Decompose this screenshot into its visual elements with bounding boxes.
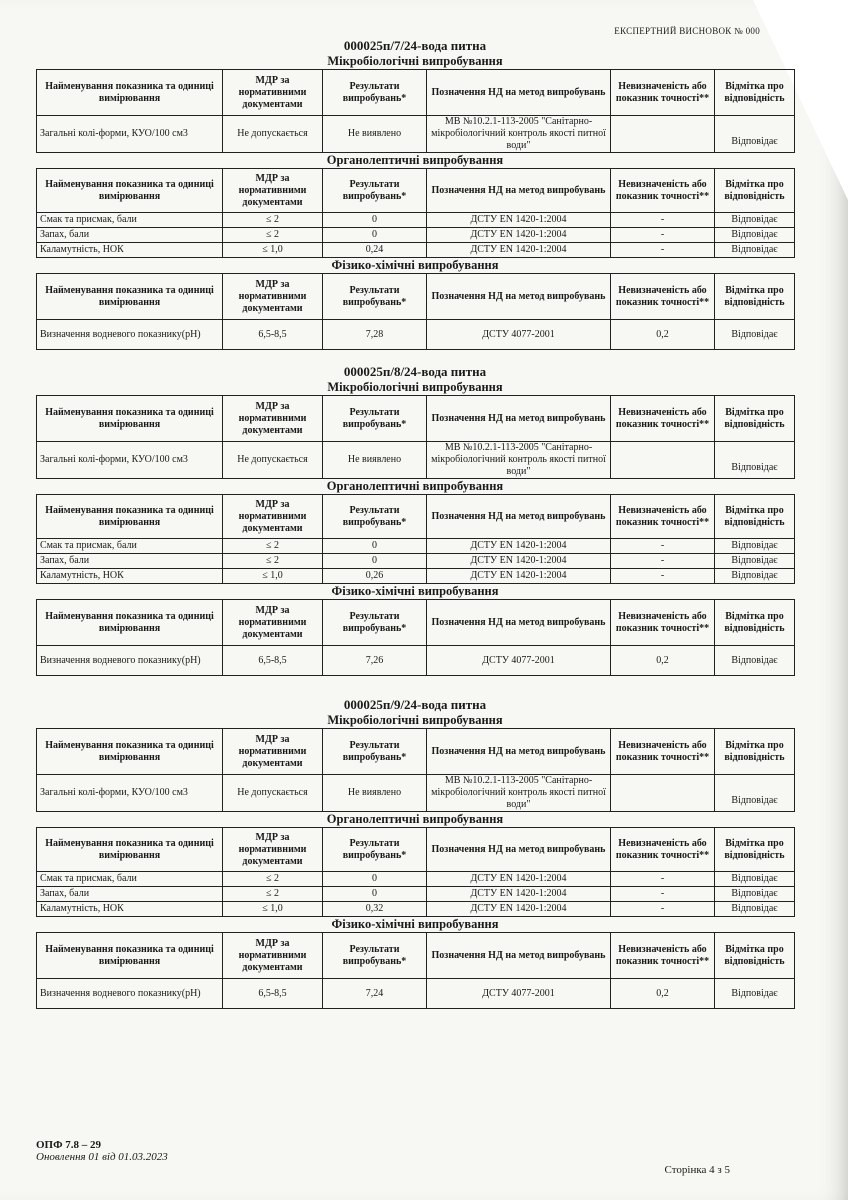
column-header-result: Результати випробувань* xyxy=(323,396,427,442)
cell-uncertainty: - xyxy=(611,872,715,887)
column-header-method: Позначення НД на метод випробувань xyxy=(427,396,611,442)
cell-method: ДСТУ EN 1420-1:2004 xyxy=(427,902,611,917)
cell-name: Визначення водневого показнику(рН) xyxy=(37,646,223,676)
cell-name: Визначення водневого показнику(рН) xyxy=(37,320,223,350)
column-header-conformity: Відмітка про відповідність xyxy=(715,70,795,116)
cell-method: МВ №10.2.1-113-2005 "Санітарно-мікробіологічний контроль якості питної води" xyxy=(427,775,611,812)
cell-conformity: Відповідає xyxy=(715,775,795,812)
cell-uncertainty xyxy=(611,116,715,153)
table-row xyxy=(37,775,795,812)
cell-result: 7,24 xyxy=(323,979,427,1009)
column-header-conformity: Відмітка про відповідність xyxy=(715,828,795,872)
cell-uncertainty: - xyxy=(611,539,715,554)
section-title-organo: Органолептичні випробування xyxy=(326,812,504,826)
cell-uncertainty: - xyxy=(611,554,715,569)
footer-form-info xyxy=(36,1139,168,1163)
column-header-method: Позначення НД на метод випробувань xyxy=(427,600,611,646)
column-header-name: Найменування показника та одиниці вимірювання xyxy=(37,828,223,872)
cell-result: 0 xyxy=(323,872,427,887)
table-row xyxy=(37,902,795,917)
micro-table xyxy=(36,728,795,812)
cell-conformity: Відповідає xyxy=(715,213,795,228)
cell-conformity: Відповідає xyxy=(715,646,795,676)
column-header-uncertainty: Невизначеність або показник точності** xyxy=(611,396,715,442)
cell-mdr: ≤ 2 xyxy=(223,539,323,554)
cell-conformity: Відповідає xyxy=(715,979,795,1009)
column-header-uncertainty: Невизначеність або показник точності** xyxy=(611,600,715,646)
section-title-physchem: Фізико-хімічні випробування xyxy=(331,584,499,598)
cell-method: ДСТУ EN 1420-1:2004 xyxy=(427,243,611,258)
column-header-conformity: Відмітка про відповідність xyxy=(715,933,795,979)
table-row xyxy=(37,228,795,243)
table-row xyxy=(37,539,795,554)
cell-mdr: 6,5-8,5 xyxy=(223,320,323,350)
cell-method: ДСТУ EN 1420-1:2004 xyxy=(427,213,611,228)
table-row xyxy=(37,243,795,258)
cell-result: Не виявлено xyxy=(323,116,427,153)
cell-uncertainty xyxy=(611,442,715,479)
micro-table xyxy=(36,69,795,153)
organo-table xyxy=(36,168,795,258)
cell-conformity: Відповідає xyxy=(715,554,795,569)
table-row xyxy=(37,320,795,350)
column-header-mdr: МДР за нормативними документами xyxy=(223,729,323,775)
section-title-physchem: Фізико-хімічні випробування xyxy=(331,258,499,272)
cell-method: ДСТУ 4077-2001 xyxy=(427,979,611,1009)
column-header-method: Позначення НД на метод випробувань xyxy=(427,828,611,872)
micro-table xyxy=(36,395,795,479)
table-header-row xyxy=(37,70,795,116)
cell-result: 0,26 xyxy=(323,569,427,584)
cell-name: Смак та присмак, бали xyxy=(37,213,223,228)
sample-title: 000025п/7/24-вода питна xyxy=(343,38,487,53)
column-header-result: Результати випробувань* xyxy=(323,600,427,646)
column-header-mdr: МДР за нормативними документами xyxy=(223,828,323,872)
section-title-micro: Мікробіологічні випробування xyxy=(327,54,503,68)
sample-title: 000025п/8/24-вода питна xyxy=(343,364,487,379)
cell-mdr: ≤ 2 xyxy=(223,228,323,243)
cell-uncertainty: - xyxy=(611,213,715,228)
cell-result: Не виявлено xyxy=(323,775,427,812)
cell-name: Визначення водневого показнику(рН) xyxy=(37,979,223,1009)
cell-conformity: Відповідає xyxy=(715,228,795,243)
cell-result: 0 xyxy=(323,228,427,243)
section-title-organo: Органолептичні випробування xyxy=(326,479,504,493)
cell-name: Запах, бали xyxy=(37,887,223,902)
column-header-name: Найменування показника та одиниці вимірювання xyxy=(37,274,223,320)
column-header-name: Найменування показника та одиниці вимірювання xyxy=(37,600,223,646)
column-header-name: Найменування показника та одиниці вимірювання xyxy=(37,70,223,116)
cell-mdr: ≤ 1,0 xyxy=(223,243,323,258)
cell-conformity: Відповідає xyxy=(715,116,795,153)
column-header-result: Результати випробувань* xyxy=(323,169,427,213)
cell-mdr: ≤ 2 xyxy=(223,554,323,569)
column-header-name: Найменування показника та одиниці вимірювання xyxy=(37,169,223,213)
column-header-method: Позначення НД на метод випробувань xyxy=(427,495,611,539)
section-title-micro: Мікробіологічні випробування xyxy=(327,380,503,394)
cell-method: МВ №10.2.1-113-2005 "Санітарно-мікробіологічний контроль якості питної води" xyxy=(427,442,611,479)
cell-uncertainty: - xyxy=(611,902,715,917)
form-code: ОПФ 7.8 – 29 xyxy=(36,1139,102,1151)
column-header-conformity: Відмітка про відповідність xyxy=(715,729,795,775)
column-header-uncertainty: Невизначеність або показник точності** xyxy=(611,933,715,979)
column-header-result: Результати випробувань* xyxy=(323,495,427,539)
column-header-conformity: Відмітка про відповідність xyxy=(715,600,795,646)
cell-mdr: ≤ 2 xyxy=(223,887,323,902)
column-header-method: Позначення НД на метод випробувань xyxy=(427,933,611,979)
cell-name: Запах, бали xyxy=(37,228,223,243)
column-header-mdr: МДР за нормативними документами xyxy=(223,70,323,116)
cell-name: Смак та присмак, бали xyxy=(37,539,223,554)
cell-conformity: Відповідає xyxy=(715,539,795,554)
column-header-result: Результати випробувань* xyxy=(323,729,427,775)
column-header-result: Результати випробувань* xyxy=(323,828,427,872)
cell-result: 0,32 xyxy=(323,902,427,917)
cell-method: ДСТУ 4077-2001 xyxy=(427,646,611,676)
cell-conformity: Відповідає xyxy=(715,569,795,584)
document-header-title: ЕКСПЕРТНИЙ ВИСНОВОК № 000 xyxy=(614,26,760,36)
physchem-table xyxy=(36,273,795,350)
column-header-uncertainty: Невизначеність або показник точності** xyxy=(611,169,715,213)
cell-method: МВ №10.2.1-113-2005 "Санітарно-мікробіологічний контроль якості питної води" xyxy=(427,116,611,153)
column-header-conformity: Відмітка про відповідність xyxy=(715,169,795,213)
column-header-name: Найменування показника та одиниці вимірювання xyxy=(37,396,223,442)
table-row xyxy=(37,554,795,569)
cell-conformity: Відповідає xyxy=(715,887,795,902)
cell-mdr: ≤ 1,0 xyxy=(223,902,323,917)
column-header-mdr: МДР за нормативними документами xyxy=(223,396,323,442)
table-row xyxy=(37,213,795,228)
cell-result: 0,24 xyxy=(323,243,427,258)
cell-name: Каламутність, НОК xyxy=(37,243,223,258)
page-number: Сторінка 4 з 5 xyxy=(664,1164,730,1176)
cell-method: ДСТУ EN 1420-1:2004 xyxy=(427,569,611,584)
cell-method: ДСТУ EN 1420-1:2004 xyxy=(427,228,611,243)
column-header-mdr: МДР за нормативними документами xyxy=(223,495,323,539)
cell-uncertainty: - xyxy=(611,243,715,258)
cell-mdr: Не допускається xyxy=(223,442,323,479)
cell-mdr: ≤ 2 xyxy=(223,872,323,887)
column-header-result: Результати випробувань* xyxy=(323,70,427,116)
sample-block xyxy=(36,364,794,676)
column-header-method: Позначення НД на метод випробувань xyxy=(427,274,611,320)
column-header-uncertainty: Невизначеність або показник точності** xyxy=(611,729,715,775)
table-header-row xyxy=(37,495,795,539)
cell-method: ДСТУ EN 1420-1:2004 xyxy=(427,887,611,902)
cell-name: Запах, бали xyxy=(37,554,223,569)
cell-uncertainty: - xyxy=(611,228,715,243)
organo-table xyxy=(36,494,795,584)
column-header-conformity: Відмітка про відповідність xyxy=(715,495,795,539)
table-header-row xyxy=(37,729,795,775)
table-row xyxy=(37,872,795,887)
column-header-uncertainty: Невизначеність або показник точності** xyxy=(611,70,715,116)
cell-result: 0 xyxy=(323,539,427,554)
column-header-method: Позначення НД на метод випробувань xyxy=(427,70,611,116)
organo-table xyxy=(36,827,795,917)
cell-conformity: Відповідає xyxy=(715,872,795,887)
column-header-mdr: МДР за нормативними документами xyxy=(223,169,323,213)
cell-uncertainty: - xyxy=(611,569,715,584)
cell-uncertainty: 0,2 xyxy=(611,646,715,676)
table-row xyxy=(37,979,795,1009)
section-title-organo: Органолептичні випробування xyxy=(326,153,504,167)
cell-name: Смак та присмак, бали xyxy=(37,872,223,887)
cell-method: ДСТУ EN 1420-1:2004 xyxy=(427,539,611,554)
cell-mdr: Не допускається xyxy=(223,116,323,153)
column-header-mdr: МДР за нормативними документами xyxy=(223,600,323,646)
cell-result: 7,28 xyxy=(323,320,427,350)
cell-conformity: Відповідає xyxy=(715,442,795,479)
cell-result: 0 xyxy=(323,213,427,228)
cell-result: 0 xyxy=(323,887,427,902)
table-row xyxy=(37,442,795,479)
sample-block xyxy=(36,38,794,350)
table-row xyxy=(37,116,795,153)
column-header-name: Найменування показника та одиниці вимірювання xyxy=(37,729,223,775)
column-header-uncertainty: Невизначеність або показник точності** xyxy=(611,274,715,320)
column-header-uncertainty: Невизначеність або показник точності** xyxy=(611,828,715,872)
table-header-row xyxy=(37,396,795,442)
column-header-result: Результати випробувань* xyxy=(323,274,427,320)
column-header-conformity: Відмітка про відповідність xyxy=(715,396,795,442)
cell-name: Загальні колі-форми, КУО/100 см3 xyxy=(37,442,223,479)
cell-uncertainty: - xyxy=(611,887,715,902)
cell-mdr: 6,5-8,5 xyxy=(223,646,323,676)
cell-uncertainty: 0,2 xyxy=(611,979,715,1009)
section-title-physchem: Фізико-хімічні випробування xyxy=(331,917,499,931)
cell-uncertainty xyxy=(611,775,715,812)
sample-title: 000025п/9/24-вода питна xyxy=(343,697,487,712)
column-header-uncertainty: Невизначеність або показник точності** xyxy=(611,495,715,539)
column-header-conformity: Відмітка про відповідність xyxy=(715,274,795,320)
column-header-result: Результати випробувань* xyxy=(323,933,427,979)
cell-method: ДСТУ EN 1420-1:2004 xyxy=(427,554,611,569)
section-title-micro: Мікробіологічні випробування xyxy=(327,713,503,727)
column-header-mdr: МДР за нормативними документами xyxy=(223,274,323,320)
cell-name: Загальні колі-форми, КУО/100 см3 xyxy=(37,775,223,812)
table-header-row xyxy=(37,600,795,646)
cell-result: 0 xyxy=(323,554,427,569)
cell-name: Каламутність, НОК xyxy=(37,569,223,584)
column-header-method: Позначення НД на метод випробувань xyxy=(427,169,611,213)
cell-uncertainty: 0,2 xyxy=(611,320,715,350)
cell-mdr: ≤ 2 xyxy=(223,213,323,228)
revision-note: Оновлення 01 від 01.03.2023 xyxy=(36,1151,168,1163)
table-row xyxy=(37,646,795,676)
column-header-method: Позначення НД на метод випробувань xyxy=(427,729,611,775)
column-header-name: Найменування показника та одиниці вимірювання xyxy=(37,495,223,539)
sample-block xyxy=(36,697,794,1009)
table-header-row xyxy=(37,169,795,213)
cell-conformity: Відповідає xyxy=(715,243,795,258)
table-row xyxy=(37,887,795,902)
cell-result: 7,26 xyxy=(323,646,427,676)
cell-method: ДСТУ EN 1420-1:2004 xyxy=(427,872,611,887)
table-header-row xyxy=(37,274,795,320)
physchem-table xyxy=(36,932,795,1009)
column-header-name: Найменування показника та одиниці вимірювання xyxy=(37,933,223,979)
table-header-row xyxy=(37,828,795,872)
cell-conformity: Відповідає xyxy=(715,902,795,917)
cell-name: Загальні колі-форми, КУО/100 см3 xyxy=(37,116,223,153)
column-header-mdr: МДР за нормативними документами xyxy=(223,933,323,979)
cell-name: Каламутність, НОК xyxy=(37,902,223,917)
physchem-table xyxy=(36,599,795,676)
cell-conformity: Відповідає xyxy=(715,320,795,350)
cell-mdr: Не допускається xyxy=(223,775,323,812)
cell-mdr: 6,5-8,5 xyxy=(223,979,323,1009)
table-row xyxy=(37,569,795,584)
table-header-row xyxy=(37,933,795,979)
cell-method: ДСТУ 4077-2001 xyxy=(427,320,611,350)
cell-result: Не виявлено xyxy=(323,442,427,479)
cell-mdr: ≤ 1,0 xyxy=(223,569,323,584)
